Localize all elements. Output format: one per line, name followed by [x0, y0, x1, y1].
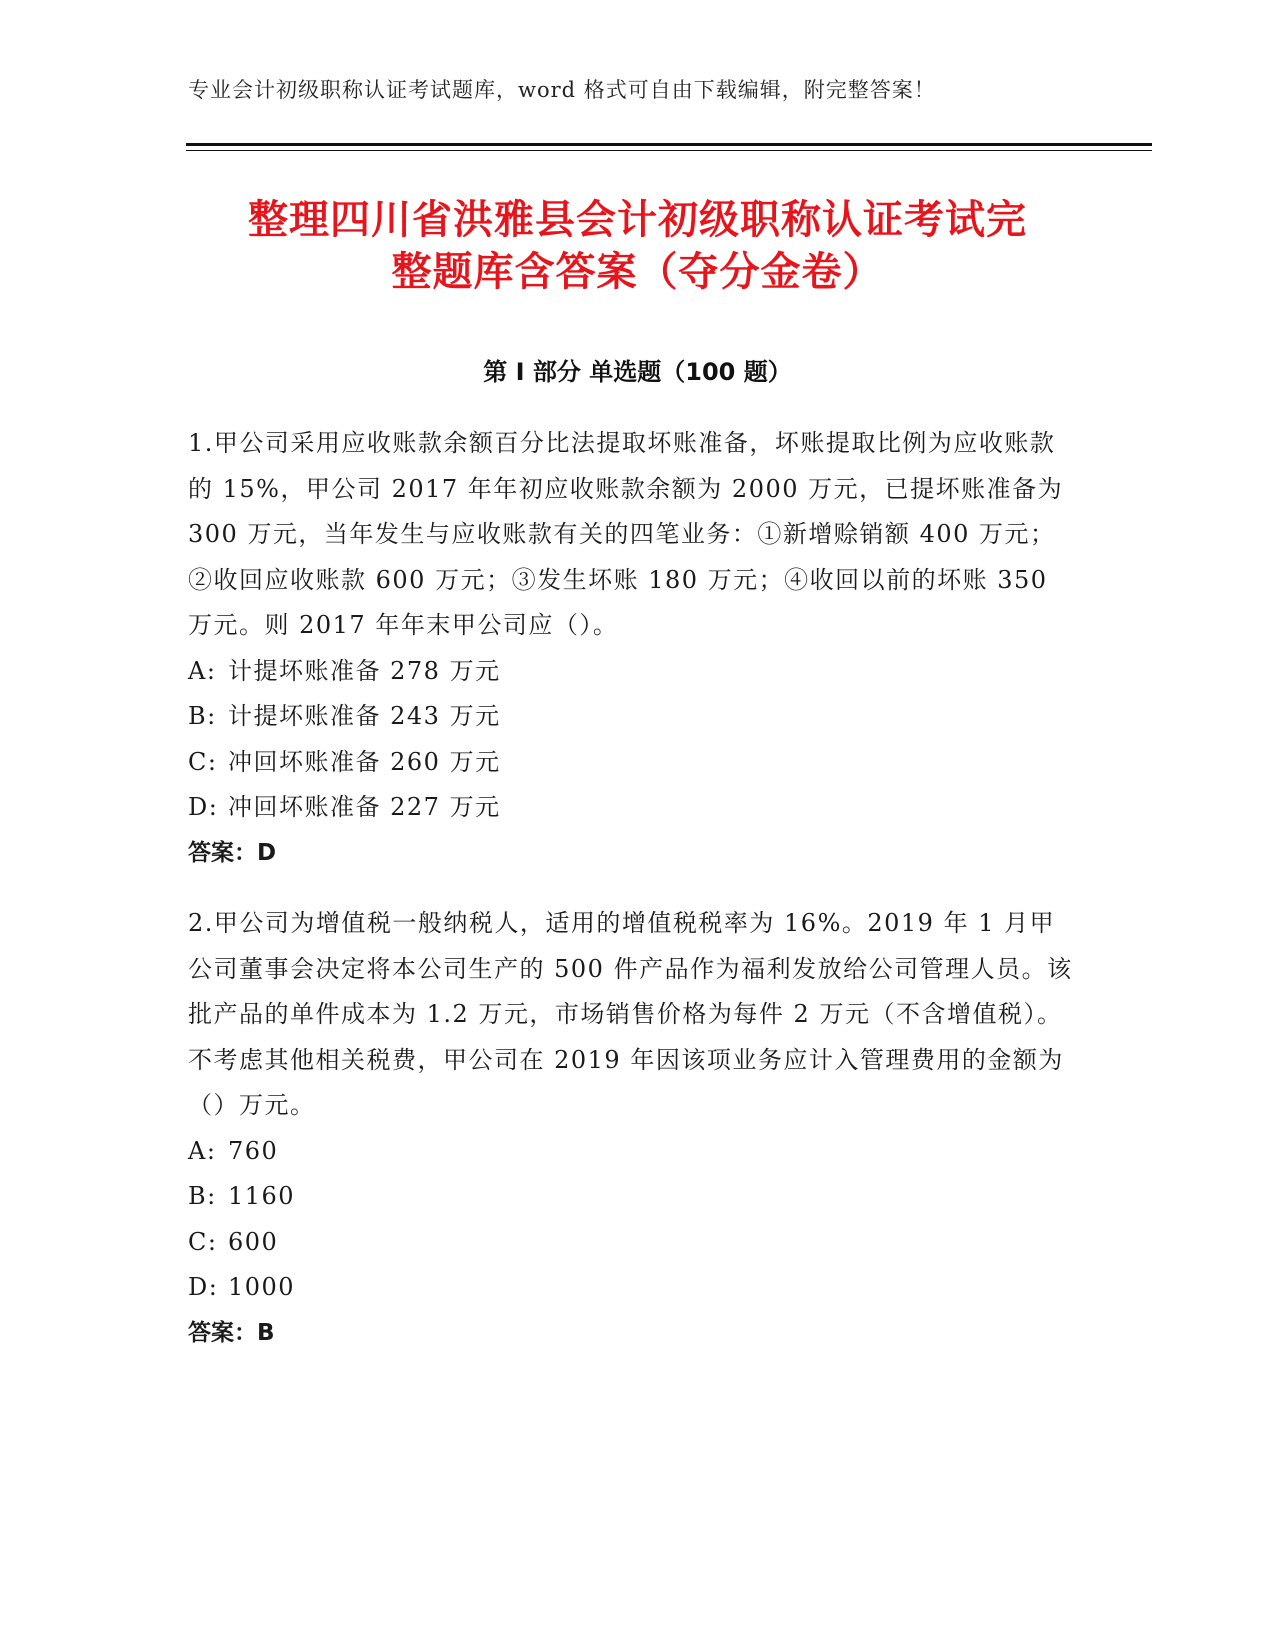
- option-letter: A:: [188, 1136, 217, 1165]
- header-note: 专业会计初级职称认证考试题库，word 格式可自由下载编辑，附完整答案！: [188, 78, 936, 102]
- question-stem: 2.甲公司为增值税一般纳税人，适用的增值税税率为 16%。2019 年 1 月甲公司董事会决定将本公司生产的 500 件产品作为福利发放给公司管理人员。该批产品的单件成本为 1.2 万元，市场销售价格为每件 2 万元（不含增值税）。不考虑其他相关税费，甲公司在 2019 年因该项业务应计入管理费用的金额为（）万元。: [188, 909, 1073, 1119]
- header-rule-thin: [186, 150, 1152, 151]
- option-letter: A:: [188, 656, 217, 685]
- question-stem: 1.甲公司采用应收账款余额百分比法提取坏账准备，坏账提取比例为应收账款的 15%，甲公司 2017 年年初应收账款余额为 2000 万元，已提坏账准备为 300 万元，当年发生与应收账款有关的四笔业务：①新增赊销额 400 万元；②收回应收账款 600 万元；③发生坏账 180 万元；④收回以前的坏账 350 万元。则 2017 年年末甲公司应（）。: [188, 429, 1064, 639]
- option-letter: D:: [188, 793, 219, 821]
- answer-line: 答案：B: [188, 1319, 275, 1346]
- option-text: 冲回坏账准备 227 万元: [228, 793, 501, 821]
- option-letter: C:: [188, 747, 218, 776]
- document-title-line-1: 整理四川省洪雅县会计初级职称认证考试完: [248, 197, 1027, 243]
- option-text: 760: [228, 1136, 279, 1165]
- option-letter: D:: [188, 1273, 219, 1301]
- section-title: 第 I 部分 单选题（100 题）: [483, 358, 792, 386]
- option-d: [188, 785, 1078, 831]
- option-a: [188, 1129, 1078, 1175]
- option-text: 计提坏账准备 278 万元: [228, 656, 501, 685]
- option-letter: C:: [188, 1227, 218, 1256]
- document-title-line-2: 整题库含答案（夺分金卷）: [391, 249, 884, 295]
- document-title: [160, 194, 1115, 298]
- option-letter: B:: [188, 1182, 217, 1210]
- option-text: 冲回坏账准备 260 万元: [228, 747, 501, 776]
- option-b: [188, 694, 1078, 740]
- option-text: 计提坏账准备 243 万元: [228, 702, 501, 730]
- option-c: [188, 1220, 1078, 1266]
- option-text: 1160: [228, 1182, 296, 1210]
- option-text: 1000: [228, 1273, 296, 1301]
- option-text: 600: [228, 1227, 279, 1256]
- option-b: [188, 1174, 1078, 1220]
- header-rule-thick: [186, 143, 1152, 146]
- option-letter: B:: [188, 702, 217, 730]
- answer-line: 答案：D: [188, 839, 277, 866]
- option-a: [188, 649, 1078, 695]
- question-1: [188, 421, 1078, 876]
- option-c: [188, 740, 1078, 786]
- question-2: [188, 901, 1078, 1356]
- option-d: [188, 1265, 1078, 1311]
